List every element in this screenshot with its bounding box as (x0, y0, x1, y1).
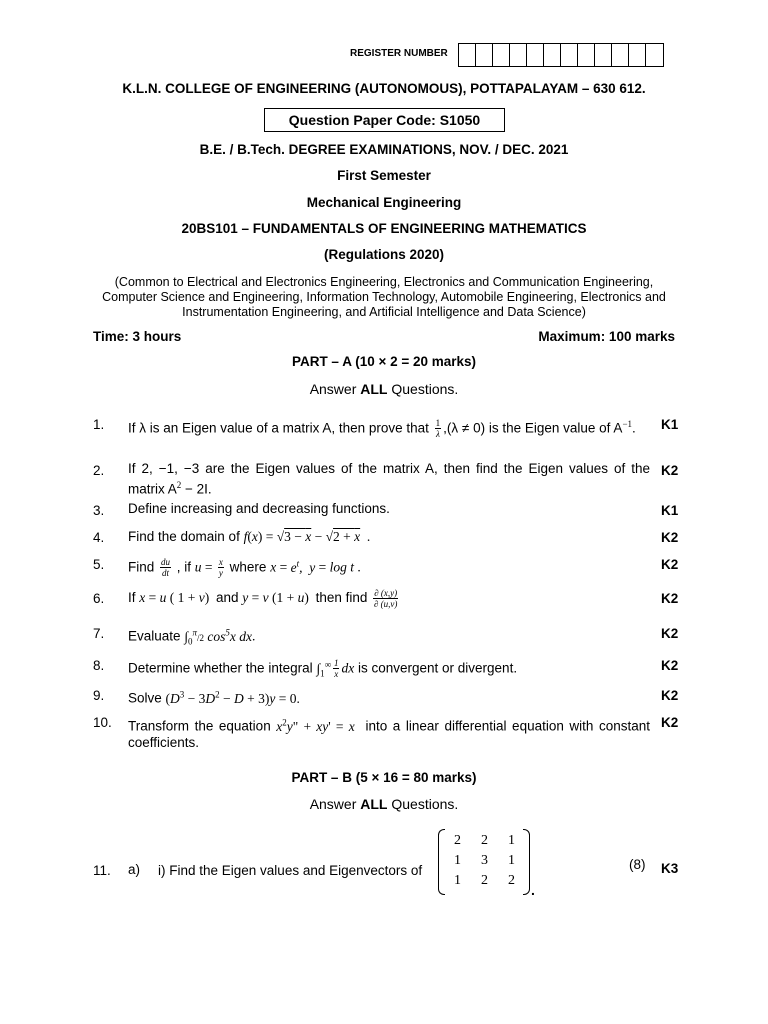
question-marks: (8) (629, 857, 646, 872)
college-name: K.L.N. COLLEGE OF ENGINEERING (AUTONOMOUS), POTTAPALAYAM – 630 612. (122, 81, 646, 96)
register-digit-box[interactable] (527, 44, 544, 66)
knowledge-level: K3 (661, 861, 679, 876)
question-text (128, 461, 650, 498)
knowledge-level: K1 (661, 417, 679, 432)
matrix-cell: 2 (454, 833, 461, 848)
question-text-part: . (632, 420, 636, 436)
question-paper-code: Question Paper Code: S1050 (264, 108, 505, 132)
question-text: Evaluate $\int_0^\pi/2$ $\cos^5x$ dx. (128, 627, 256, 647)
question-number: 1. (93, 417, 105, 432)
fraction-du-dt: $\frac{du}{dt}$ (161, 557, 171, 579)
question-text (128, 416, 650, 439)
question-text-part: Solve (128, 690, 166, 706)
question-number: 8. (93, 658, 105, 673)
question-number: 3. (93, 503, 105, 518)
part-a-marks: (10 × 2 = 20 marks) (351, 354, 477, 369)
register-digit-box[interactable] (476, 44, 493, 66)
register-digit-box[interactable] (578, 44, 595, 66)
question-text-part: and (216, 590, 243, 606)
maximum-marks: Maximum: 100 marks (538, 329, 675, 344)
instruction-emphasis: ALL (360, 796, 388, 812)
question-text (128, 714, 650, 751)
register-number-label: REGISTER NUMBER (350, 48, 448, 59)
knowledge-level: K2 (661, 688, 679, 703)
matrix-cell: 2 (481, 873, 488, 888)
exam-title: B.E. / B.Tech. DEGREE EXAMINATIONS, NOV. / DEC. 2021 (199, 142, 569, 157)
fraction-1-over-x: $\frac{1}{x}$ (333, 658, 339, 680)
question-text (128, 686, 650, 707)
knowledge-level: K2 (661, 463, 679, 478)
question-text-part: , if (173, 559, 195, 575)
question-text-part: If 2, −1, −3 are the Eigen values of the matrix A, then find the Eigen values of the matrix A (128, 461, 650, 497)
matrix-cell: 1 (454, 873, 461, 888)
question-text-part: − 2I. (181, 481, 212, 497)
square-exponent: 2 (176, 480, 182, 490)
instruction-text: Answer (309, 796, 361, 812)
matrix-period: . (531, 882, 535, 898)
question-text-part: ,(λ ≠ 0) is the Eigen value of A (443, 420, 623, 436)
register-digit-box[interactable] (544, 44, 561, 66)
domain-expression: f (243, 529, 248, 544)
matrix-right-bracket (523, 829, 530, 895)
fraction-1-over-lambda: $\frac{1}{\lambda}$ (435, 418, 441, 440)
knowledge-level: K2 (661, 658, 679, 673)
part-b-heading (0, 770, 768, 785)
part-b-marks: (5 × 16 = 80 marks) (351, 770, 477, 785)
part-a-instruction (0, 381, 768, 397)
definite-integral: $\int_0^\pi/2$ (184, 627, 205, 647)
question-number: 10. (93, 715, 112, 730)
euler-equation: $x^2y$" + xy' = x (276, 717, 355, 734)
question-text-part: Transform the equation (128, 718, 277, 734)
question-number: 4. (93, 530, 105, 545)
fraction-x-over-y: $\frac{x}{y}$ (218, 557, 223, 579)
knowledge-level: K1 (661, 503, 679, 518)
knowledge-level: K2 (661, 626, 679, 641)
matrix-entries (444, 831, 525, 891)
semester: First Semester (337, 168, 431, 183)
question-text-part: If λ is an Eigen value of a matrix A, then prove that (128, 420, 433, 436)
matrix-cell: 1 (454, 853, 461, 868)
matrix (438, 829, 530, 897)
question-number: 2. (93, 463, 105, 478)
register-digit-box[interactable] (595, 44, 612, 66)
question-text: Find $\frac{du}{dt}$ , if u = $\frac{x}{y}$ where $x = e^t$, y = log t . (128, 557, 361, 579)
question-number: 11. (93, 863, 111, 878)
question-text: Define increasing and decreasing functions. (128, 501, 390, 516)
matrix-cell: 1 (508, 833, 515, 848)
register-digit-box[interactable] (510, 44, 527, 66)
inverse-exponent: −1 (622, 419, 633, 429)
sub-question-label: a) (128, 862, 141, 877)
question-text-part: Find (128, 559, 159, 575)
register-digit-box[interactable] (493, 44, 510, 66)
part-a-title: PART – A (291, 354, 352, 369)
register-digit-box[interactable] (612, 44, 629, 66)
question-text-part: Find the domain of (128, 529, 244, 544)
knowledge-level: K2 (661, 715, 679, 730)
question-text-part: then find (315, 590, 372, 606)
question-text: i) Find the Eigen values and Eigenvectors of (158, 863, 423, 878)
regulations: (Regulations 2020) (323, 247, 445, 262)
jacobian-fraction: $\frac{\partial (x,y)}{\partial (u,v)}$ (373, 588, 398, 609)
question-text-part: into a linear differential equation with constant coefficients. (128, 718, 651, 750)
register-digit-box[interactable] (629, 44, 646, 66)
differential-equation: $(D^3 - 3D^2 - D + 3)y = 0$. (165, 689, 300, 706)
question-text: Determine whether the integral $\int_1^\infty$ $\frac{1}{x}$ dx is convergent or divergent. (128, 658, 518, 680)
subject-title: 20BS101 – FUNDAMENTALS OF ENGINEERING MATHEMATICS (181, 221, 587, 236)
part-b-instruction (0, 796, 768, 812)
instruction-text: Answer (309, 381, 361, 397)
common-to-note: (Common to Electrical and Electronics Engineering, Electronics and Communication Engineering, Computer Science and Engineering, Information Technology, Automobile Engineering, Electronics and Instrumentation Engineering, and Artificial Intelligence and Data Science) (102, 275, 666, 319)
question-number: 6. (93, 591, 105, 606)
knowledge-level: K2 (661, 557, 679, 572)
knowledge-level: K2 (661, 530, 679, 545)
department: Mechanical Engineering (306, 195, 462, 210)
question-text-part: If (128, 590, 140, 606)
instruction-emphasis: ALL (360, 381, 388, 397)
matrix-cell: 1 (508, 853, 515, 868)
part-b-title: PART – B (291, 770, 352, 785)
time-allowed: Time: 3 hours (93, 329, 182, 344)
question-text-part: where (225, 559, 271, 575)
question-text: Find the domain of f(x) = √3 − x − √2 + x . (128, 529, 371, 544)
part-a-heading (0, 354, 768, 369)
question-text-part: Determine whether the integral (128, 660, 317, 676)
knowledge-level: K2 (661, 591, 679, 606)
matrix-cell: 2 (508, 873, 515, 888)
question-number: 9. (93, 688, 105, 703)
question-text: If x = u ( 1 + v) and y = v (1 + u) then find $\frac{\partial (x,y)}{\partial (u,v)}$ (128, 588, 398, 609)
question-number: 7. (93, 626, 105, 641)
question-number: 5. (93, 557, 105, 572)
instruction-text: Questions. (387, 381, 459, 397)
matrix-cell: 3 (481, 853, 488, 868)
register-digit-box[interactable] (459, 44, 476, 66)
matrix-cell: 2 (481, 833, 488, 848)
register-number-boxes[interactable] (458, 43, 664, 67)
improper-integral: $\int_1^\infty$ (316, 659, 331, 679)
instruction-text: Questions. (387, 796, 459, 812)
question-text-part: is convergent or divergent. (354, 660, 518, 676)
question-text-part: Evaluate (128, 628, 185, 644)
register-digit-box[interactable] (646, 44, 663, 66)
register-digit-box[interactable] (561, 44, 578, 66)
